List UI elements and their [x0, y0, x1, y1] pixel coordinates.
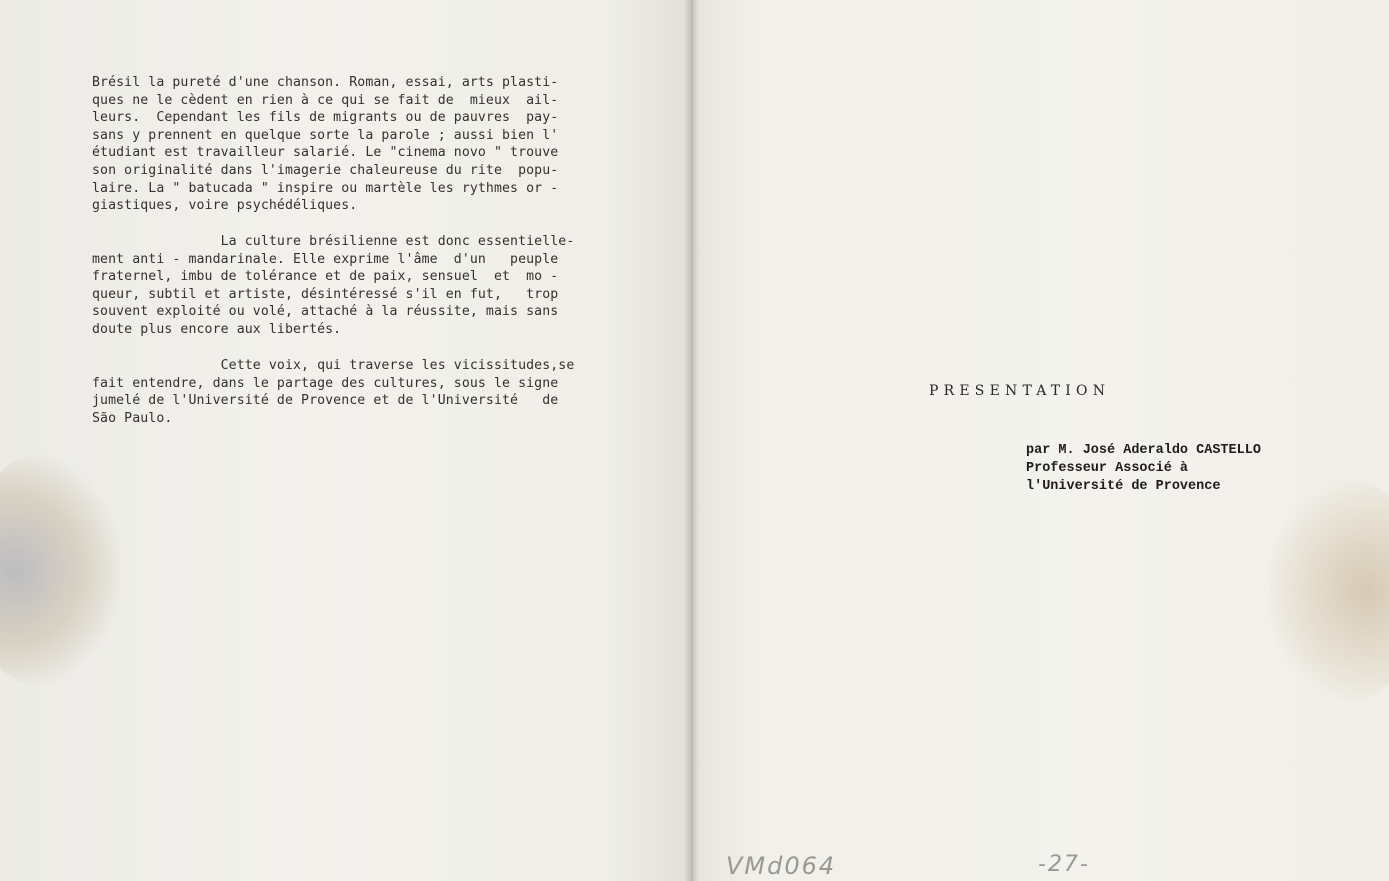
- text-line: São Paulo.: [92, 410, 173, 426]
- text-line: doute plus encore aux libertés.: [92, 321, 342, 337]
- text-line: son originalité dans l'imagerie chaleureuse du rite popu-: [92, 162, 559, 178]
- text-line: Cette voix, qui traverse les vicissitudes,se: [92, 358, 575, 373]
- handwritten-page-number: -27-: [1038, 852, 1090, 877]
- paragraph-3: [92, 357, 602, 427]
- text-line: leurs. Cependant les fils de migrants ou de pauvres pay-: [92, 110, 559, 126]
- water-stain-right: [1269, 480, 1389, 700]
- author-line: l'Université de Provence: [1026, 479, 1221, 494]
- author-credit: [1026, 442, 1261, 496]
- right-page: [692, 0, 1389, 881]
- text-line: queur, subtil et artiste, désintéressé s'il en fut, trop: [92, 286, 559, 302]
- text-line: ment anti - mandarinale. Elle exprime l'âme d'un peuple: [92, 251, 559, 267]
- text-line: fait entendre, dans le partage des cultures, sous le signe: [92, 375, 559, 391]
- author-line: par M. José Aderaldo CASTELLO: [1026, 443, 1261, 458]
- text-line: laire. La " batucada " inspire ou martèle les rythmes or -: [92, 180, 559, 196]
- text-line: sans y prennent en quelque sorte la parole ; aussi bien l': [92, 127, 559, 143]
- text-line: souvent exploité ou volé, attaché à la réussite, mais sans: [92, 304, 559, 320]
- text-line: étudiant est travailleur salarié. Le "cinema novo " trouve: [92, 145, 559, 161]
- book-gutter: [684, 0, 700, 881]
- paragraph-2: [92, 233, 602, 339]
- author-line: Professeur Associé à: [1026, 461, 1189, 476]
- text-line: La culture brésilienne est donc essentielle-: [92, 234, 575, 249]
- text-line: fraternel, imbu de tolérance et de paix, sensuel et mo -: [92, 269, 559, 285]
- text-line: Brésil la pureté d'une chanson. Roman, essai, arts plasti-: [92, 75, 559, 90]
- text-line: ques ne le cèdent en rien à ce qui se fait de mieux ail-: [92, 92, 559, 108]
- paragraph-1: [92, 74, 602, 215]
- left-page: [0, 0, 690, 881]
- section-heading: PRESENTATION: [929, 383, 1111, 399]
- water-stain-left: [0, 455, 120, 685]
- handwritten-catalog-mark: VMd064: [726, 852, 837, 880]
- text-line: giastiques, voire psychédéliques.: [92, 198, 358, 214]
- text-line: jumelé de l'Université de Provence et de l'Université de: [92, 393, 559, 409]
